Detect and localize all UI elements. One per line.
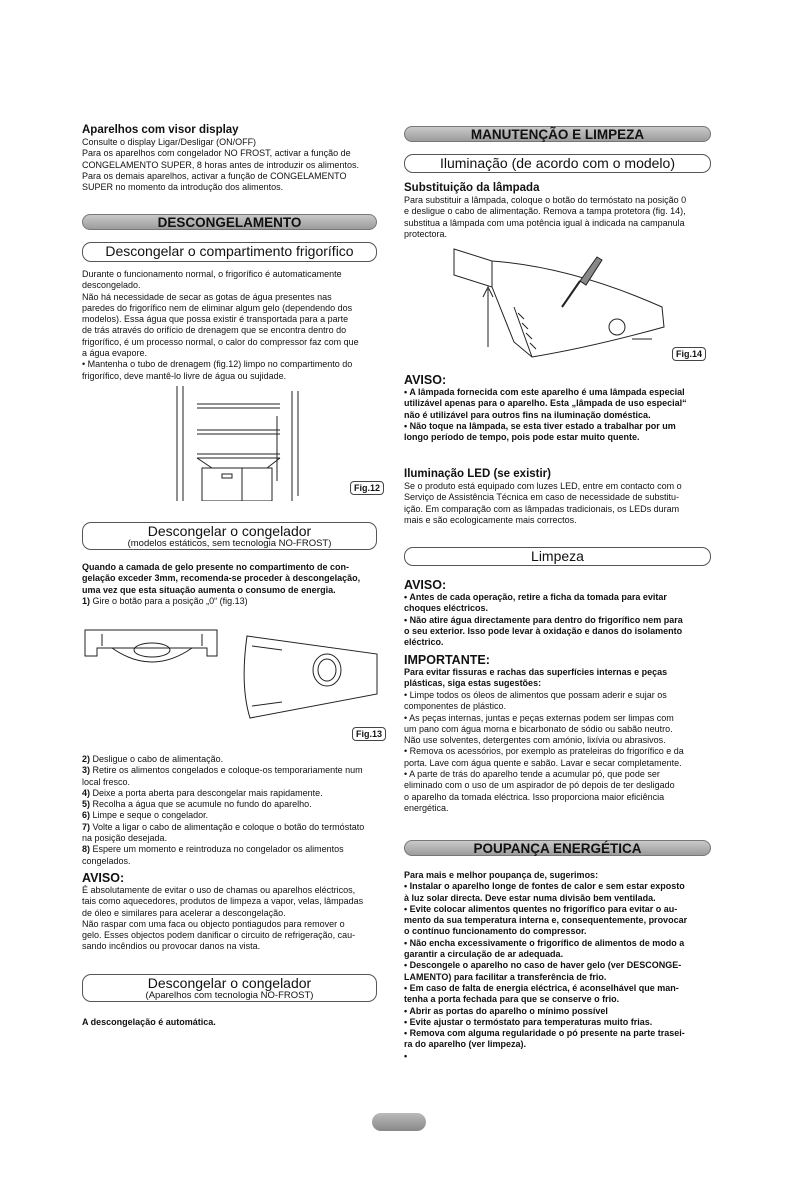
important-bold <box>404 667 711 690</box>
text-line: à luz solar directa. Deve estar numa divisão bem ventilada. <box>404 892 656 903</box>
lamp-title: Substituição da lâmpada <box>404 182 540 194</box>
text-line: paredes do frigorífico nem de eliminar algum gelo (dependendo dos <box>82 302 353 313</box>
text-line: Para evitar fissuras e rachas das superfícies internas e peças <box>404 667 668 677</box>
text-line: o aparelho da tomada eléctrica. Isso proporciona maior eficiência <box>404 791 665 802</box>
important-title: IMPORTANTE: <box>404 653 490 667</box>
text-line: modelos). Essa água que possa existir é transportada para a parte <box>82 314 349 325</box>
text-line: • A lâmpada fornecida com este aparelho é uma lâmpada especial <box>404 387 685 397</box>
text-line: gelo. Esses objectos podem danificar o circuito de refrigeração, cau- <box>82 930 356 941</box>
step-line <box>82 765 377 776</box>
text-line: Para os demais aparelhos, activar a função de CONGELAMENTO <box>82 170 347 181</box>
text-line: tenha a porta fechada para que se conserve o frio. <box>404 994 620 1005</box>
text-line: Para os aparelhos com congelador NO FROST, activar a função de <box>82 148 351 159</box>
text-line: • Remova com alguma regularidade o pó presente na parte trasei- <box>404 1028 685 1039</box>
nofrost-defrost-title: Descongelar o congelador <box>147 975 312 991</box>
text-line: substitua a lâmpada com uma potência igual à indicada na campanula <box>404 217 685 228</box>
text-line: o seu exterior. Isso pode levar à oxidação e danos do isolamento <box>404 625 683 636</box>
left-aviso-title: AVISO: <box>82 871 125 885</box>
step-text: local fresco. <box>82 776 131 787</box>
text-line: energética. <box>404 802 449 813</box>
text-line: CONGELAMENTO SUPER, 8 horas antes de introduzir os alimentos. <box>82 159 359 170</box>
text-line: descongelado. <box>82 280 141 291</box>
text-line: porta. Lave com água quente e sabão. Lavar e secar completamente. <box>404 757 682 768</box>
thermostat-knob-illustration <box>82 626 382 726</box>
maintenance-section-bar: MANUTENÇÃO E LIMPEZA <box>404 126 711 142</box>
energy-section-bar: POUPANÇA ENERGÉTICA <box>404 840 711 856</box>
text-line: Para mais e melhor poupança de, sugerimos: <box>404 870 599 880</box>
text-line: É absolutamente de evitar o uso de chamas ou aparelhos eléctricos, <box>82 885 356 895</box>
text-line: garantir a circulação de ar adequada. <box>404 949 564 960</box>
text-line: • Abrir as portas do aparelho o mínimo possível <box>404 1005 608 1016</box>
step-text: Desligue o cabo de alimentação. <box>90 754 224 764</box>
text-line: Durante o funcionamento normal, o frigorífico é automaticamente <box>82 269 342 279</box>
text-line: Não use solventes, detergentes com amónio, lixívia ou abrasivos. <box>404 735 666 746</box>
text-line: protectora. <box>404 228 448 239</box>
lamp-aviso-title: AVISO: <box>404 373 447 387</box>
text-line: o contínuo funcionamento do compressor. <box>404 926 587 937</box>
step-line <box>82 810 377 821</box>
lamp-aviso-text <box>404 387 711 443</box>
nofrost-text: A descongelação é automática. <box>82 1017 216 1027</box>
text-line: SUPER no momento da introdução dos alimentos. <box>82 182 284 193</box>
text-line: e desligue o cabo de alimentação. Remova a tampa protetora (fig. 14), <box>404 206 686 217</box>
lighting-heading <box>404 154 711 173</box>
cleaning-title: Limpeza <box>531 548 584 564</box>
freezer-defrost-title: Descongelar o congelador <box>147 523 312 539</box>
text-line: um pano com água morna e bicarbonato de sódio ou sabão neutro. <box>404 723 673 734</box>
step-text: congelados. <box>82 855 131 866</box>
defrost-section-bar: DESCONGELAMENTO <box>82 214 377 230</box>
text-line: • Não atire água directamente para dentro do frigorífico nem para <box>404 614 683 625</box>
cleaning-aviso-text <box>404 592 711 648</box>
text-line: eléctrico. <box>404 637 444 648</box>
text-line: plásticas, siga estas sugestões: <box>404 678 542 689</box>
text-line: a água evapore. <box>82 348 148 359</box>
fig13-label: Fig.13 <box>352 727 386 741</box>
text-line: ra do aparelho (ver limpeza). <box>404 1039 527 1050</box>
text-line: • Em caso de falta de energia eléctrica, é aconselhável que man- <box>404 982 679 993</box>
text-line: eliminado com o uso de um aspirador de pó depois de ter desligado <box>404 780 675 791</box>
text-line: ição. Em comparação com as lâmpadas tradicionais, os LEDs duram <box>404 503 680 514</box>
step-line <box>82 833 377 844</box>
text-line: de trás através do orifício de drenagem que se encontra dentro do <box>82 325 347 336</box>
step-line <box>82 799 377 810</box>
text-line: não é utilizável para outros fins na iluminação doméstica. <box>404 409 651 420</box>
step-number: 4) <box>82 787 91 798</box>
text-line: Quando a camada de gelo presente no compartimento de con- <box>82 562 350 572</box>
step-line <box>82 788 377 799</box>
step-number: 5) <box>82 799 91 810</box>
nofrost-defrost-heading <box>82 974 377 1002</box>
text-line: • A parte de trás do aparelho tende a acumular pó, que pode ser <box>404 769 660 780</box>
text-line: Não há necessidade de secar as gotas de água presentes nas <box>82 291 332 302</box>
lamp-text <box>404 195 711 240</box>
fridge-defrost-heading <box>82 242 377 262</box>
step-line <box>82 844 377 855</box>
fig14-label: Fig.14 <box>672 347 706 361</box>
fridge-defrost-text <box>82 269 377 382</box>
text-line: componentes de plástico. <box>404 701 507 712</box>
text-line: frigorífico, é um processo normal, o calor do compressor faz com que <box>82 336 359 347</box>
text-line: LAMENTO) para facilitar a transferência de frio. <box>404 971 607 982</box>
display-text <box>82 137 377 193</box>
text-line: • Não encha excessivamente o frigorífico de alimentos de modo a <box>404 937 685 948</box>
step-1-text: Gire o botão para a posição „0“ (fig.13) <box>90 596 248 606</box>
freezer-warning-bold <box>82 562 377 596</box>
step-number: 3) <box>82 765 91 776</box>
text-line: • Mantenha o tubo de drenagem (fig.12) limpo no compartimento do <box>82 359 353 370</box>
step-text: Recolha a água que se acumule no fundo do aparelho. <box>90 799 312 810</box>
step-text: Deixe a porta aberta para descongelar mais rapidamente. <box>90 787 323 798</box>
text-line: • Não toque na lâmpada, se esta tiver estado a trabalhar por um <box>404 420 676 431</box>
display-section <box>82 124 377 193</box>
text-line: Consulte o display Ligar/Desligar (ON/OFF) <box>82 137 257 147</box>
energy-text <box>404 870 711 1062</box>
step-number: 6) <box>82 810 91 821</box>
text-line: gelação exceder 3mm, recomenda-se proceder à descongelação, <box>82 573 361 584</box>
text-line: • Descongele o aparelho no caso de haver gelo (ver DESCONGE- <box>404 960 682 971</box>
text-line: • Evite ajustar o termóstato para temperaturas muito frias. <box>404 1016 653 1027</box>
step-text: Retire os alimentos congelados e coloque-os temporariamente num <box>90 765 363 776</box>
step-line <box>82 754 377 765</box>
defrost-steps <box>82 754 377 867</box>
text-line: utilizável apenas para o aparelho. Esta „lâmpada de uso especial“ <box>404 398 687 409</box>
fridge-defrost-title: Descongelar o compartimento frigorífico <box>105 243 354 259</box>
led-text <box>404 481 711 526</box>
text-line: frigorífico, deve mantê-lo livre de água ou sujidade. <box>82 370 287 381</box>
step-text: Volte a ligar o cabo de alimentação e coloque o botão do termóstato <box>90 821 365 832</box>
cleaning-heading <box>404 547 711 566</box>
text-line: Serviço de Assistência Técnica em caso de necessidade de substitu- <box>404 492 679 503</box>
cleaning-aviso-title: AVISO: <box>404 578 447 592</box>
fridge-drain-illustration <box>172 386 302 501</box>
step-1 <box>82 596 377 607</box>
step-text: Limpe e seque o congelador. <box>90 810 209 821</box>
text-line: • <box>404 1050 408 1061</box>
step-text: Espere um momento e reintroduza no congelador os alimentos <box>90 844 344 855</box>
step-line <box>82 777 377 788</box>
page-number-tab <box>372 1113 426 1131</box>
step-number: 7) <box>82 821 91 832</box>
lighting-title: Iluminação (de acordo com o modelo) <box>439 155 675 171</box>
text-line: • As peças internas, juntas e peças externas podem ser limpas com <box>404 712 674 723</box>
text-line: longo período de tempo, pois pode estar muito quente. <box>404 432 640 443</box>
nofrost-defrost-subtitle: (Aparelhos com tecnologia NO-FROST) <box>145 990 314 1001</box>
text-line: • Instalar o aparelho longe de fontes de calor e sem estar exposto <box>404 881 685 892</box>
step-line <box>82 856 377 867</box>
display-title: Aparelhos com visor display <box>82 124 239 136</box>
text-line: tais como aquecedores, produtos de limpeza a vapor, velas, lâmpadas <box>82 896 364 907</box>
text-line: mais e são ecologicamente mais correctos. <box>404 514 577 525</box>
text-line: de óleo e similares para acelerar a descongelação. <box>82 907 286 918</box>
step-text: na posição desejada. <box>82 833 168 844</box>
step-1-number: 1) <box>82 596 91 606</box>
freezer-defrost-heading <box>82 522 377 550</box>
text-line: choques eléctricos. <box>404 603 489 614</box>
freezer-defrost-subtitle: (modelos estáticos, sem tecnologia NO-FROST) <box>127 538 332 549</box>
lamp-cover-illustration <box>452 247 672 362</box>
led-title: Iluminação LED (se existir) <box>404 468 551 480</box>
text-line: • Evite colocar alimentos quentes no frigorífico para evitar o au- <box>404 903 678 914</box>
text-line: mento da sua temperatura interna e, consequentemente, provocar <box>404 915 688 926</box>
important-text <box>404 690 711 814</box>
text-line: • Remova os acessórios, por exemplo as prateleiras do frigorífico e da <box>404 746 684 757</box>
left-aviso-text <box>82 885 377 953</box>
text-line: sando incêndios ou provocar danos na vista. <box>82 941 261 952</box>
text-line: • Antes de cada operação, retire a ficha da tomada para evitar <box>404 592 667 602</box>
step-line <box>82 822 377 833</box>
step-number: 2) <box>82 754 91 764</box>
text-line: Para substituir a lâmpada, coloque o botão do termóstato na posição 0 <box>404 195 687 205</box>
step-number: 8) <box>82 844 91 855</box>
fig12-label: Fig.12 <box>350 481 384 495</box>
text-line: uma vez que esta situação aumenta o consumo de energia. <box>82 584 336 595</box>
text-line: • Limpe todos os óleos de alimentos que possam aderir e sujar os <box>404 690 667 700</box>
text-line: Não raspar com uma faca ou objecto pontiagudos para remover o <box>82 918 345 929</box>
text-line: Se o produto está equipado com luzes LED, entre em contacto com o <box>404 481 682 491</box>
